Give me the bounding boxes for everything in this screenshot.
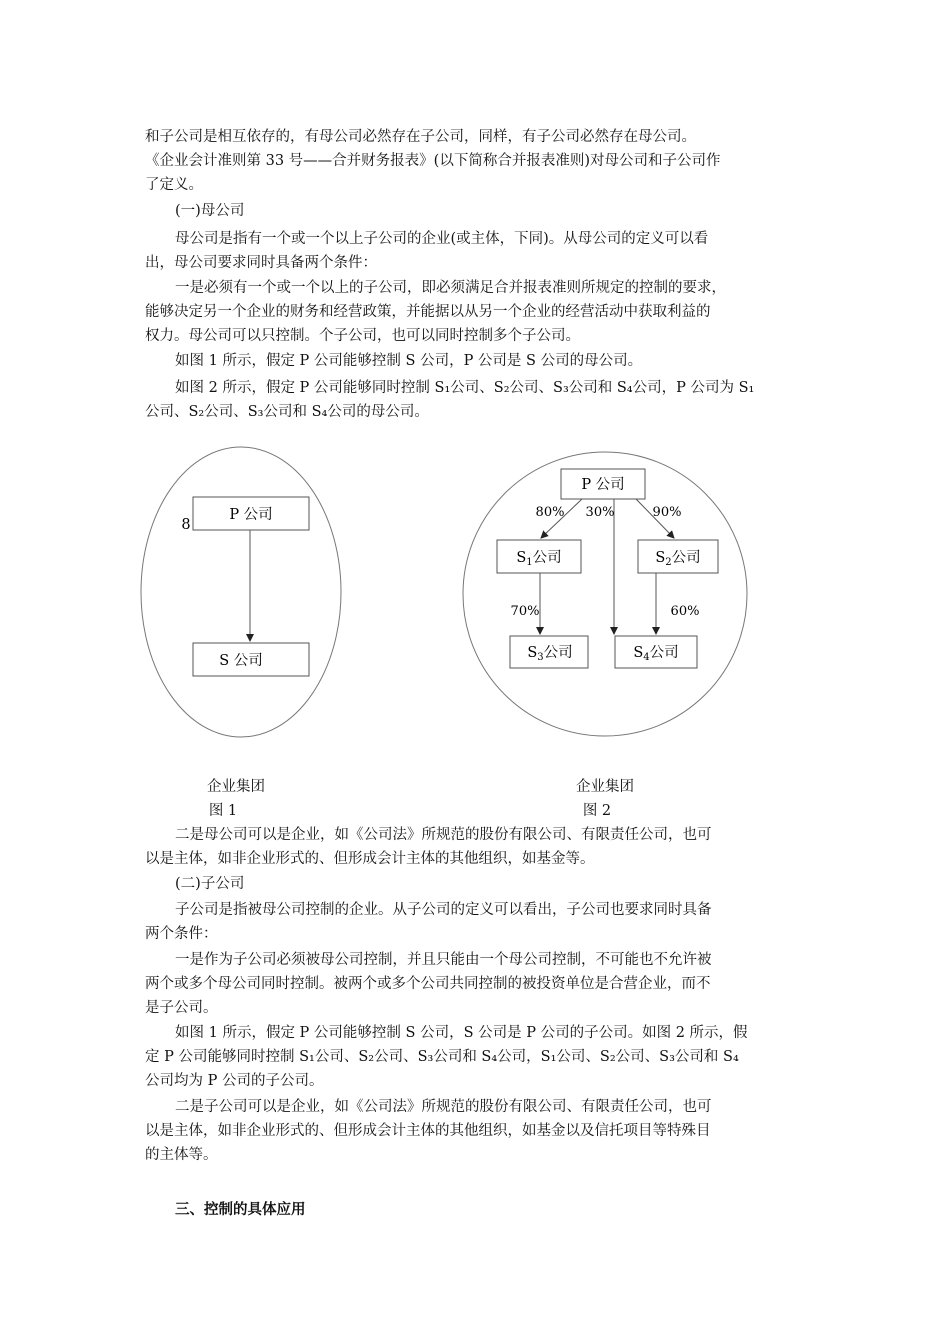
s1-company-label: $S_1$公司 — [516, 550, 562, 568]
paragraph-line: 两个条件： — [145, 926, 218, 942]
paragraph-line: 两个或多个母公司同时控制。被两个或多个公司共同控制的被投资单位是合营企业，而不 — [145, 976, 711, 992]
paragraph-line: 的主体等。 — [145, 1147, 218, 1163]
paragraph-line: 二是母公司可以是企业，如《公司法》所规范的股份有限公司、有限责任公司，也可 — [175, 827, 712, 843]
pct-s1-s3: 70% — [510, 604, 540, 619]
p-company-label-fig1: P 公司 — [229, 507, 273, 523]
paragraph-line: 如图 2 所示，假定 P 公司能够同时控制 S₁公司、S₂公司、S₃公司和 S₄公司，P 公司为 S₁ — [175, 380, 755, 396]
paragraph-line: 定 P 公司能够同时控制 S₁公司、S₂公司、S₃公司和 S₄公司，S₁公司、S₂公司、S₃公司和 S₄ — [145, 1049, 739, 1065]
pct-p-s4: 30% — [585, 505, 615, 520]
paragraph-line: 以是主体，如非企业形式的、但形成会计主体的其他组织，如基金等。 — [145, 851, 595, 867]
paragraph-line: 以是主体，如非企业形式的、但形成会计主体的其他组织，如基金以及信托项目等特殊目 — [145, 1123, 711, 1139]
s-company-label-fig1: S 公司 — [219, 653, 263, 669]
s4-company-label: $S_4$公司 — [633, 645, 679, 663]
p-company-label-fig2: P 公司 — [581, 477, 625, 493]
paragraph-line: 《企业会计准则第 33 号——合并财务报表》(以下简称合并报表准则)对母公司和子公司作 — [145, 153, 721, 169]
paragraph-line: 公司、S₂公司、S₃公司和 S₄公司的母公司。 — [145, 404, 429, 420]
section-subheading-child: (二)子公司 — [175, 876, 245, 892]
paragraph-line: 一是作为子公司必须被母公司控制，并且只能由一个母公司控制，不可能也不允许被 — [175, 952, 712, 968]
paragraph-line: 子公司是指被母公司控制的企业。从子公司的定义可以看出，子公司也要求同时具备 — [175, 902, 712, 918]
paragraph-line: 二是子公司可以是企业，如《公司法》所规范的股份有限公司、有限责任公司，也可 — [175, 1099, 712, 1115]
section-subheading-parent: (一)母公司 — [175, 203, 245, 219]
stray-mark: 8 — [181, 517, 191, 533]
caption-fig1: 图 1 — [208, 803, 238, 819]
s2-company-label: $S_2$公司 — [655, 550, 701, 568]
paragraph-line: 如图 1 所示，假定 P 公司能够控制 S 公司，P 公司是 S 公司的母公司。 — [175, 353, 643, 369]
paragraph-line: 了定义。 — [145, 177, 203, 193]
paragraph-line: 是子公司。 — [145, 1000, 218, 1016]
caption-fig2: 图 2 — [582, 803, 612, 819]
paragraph-line: 能够决定另一个企业的财务和经营政策，并能据以从另一个企业的经营活动中获取利益的 — [145, 304, 711, 320]
paragraph-line: 一是必须有一个或一个以上的子公司，即必须满足合并报表准则所规定的控制的要求， — [175, 280, 726, 296]
pct-p-s2: 90% — [652, 505, 682, 520]
pct-s2-s4: 60% — [670, 604, 700, 619]
paragraph-line: 母公司是指有一个或一个以上子公司的企业(或主体，下同)。从母公司的定义可以看 — [175, 231, 709, 247]
group-label-fig2: 企业集团 — [576, 779, 634, 795]
section-heading: 三、控制的具体应用 — [175, 1202, 306, 1218]
group-ellipse-fig1 — [141, 447, 341, 737]
paragraph-line: 如图 1 所示，假定 P 公司能够控制 S 公司，S 公司是 P 公司的子公司。如图 2 所示，假 — [175, 1025, 748, 1041]
pct-p-s1: 80% — [535, 505, 565, 520]
paragraph-line: 权力。母公司可以只控制。个子公司，也可以同时控制多个子公司。 — [145, 328, 580, 344]
paragraph-line: 公司均为 P 公司的子公司。 — [145, 1073, 324, 1089]
s3-company-label: $S_3$公司 — [527, 645, 573, 663]
group-label-fig1: 企业集团 — [207, 779, 265, 795]
paragraph-line: 出，母公司要求同时具备两个条件： — [145, 255, 377, 271]
paragraph-line: 和子公司是相互依存的，有母公司必然存在子公司，同样，有子公司必然存在母公司。 — [145, 129, 696, 145]
